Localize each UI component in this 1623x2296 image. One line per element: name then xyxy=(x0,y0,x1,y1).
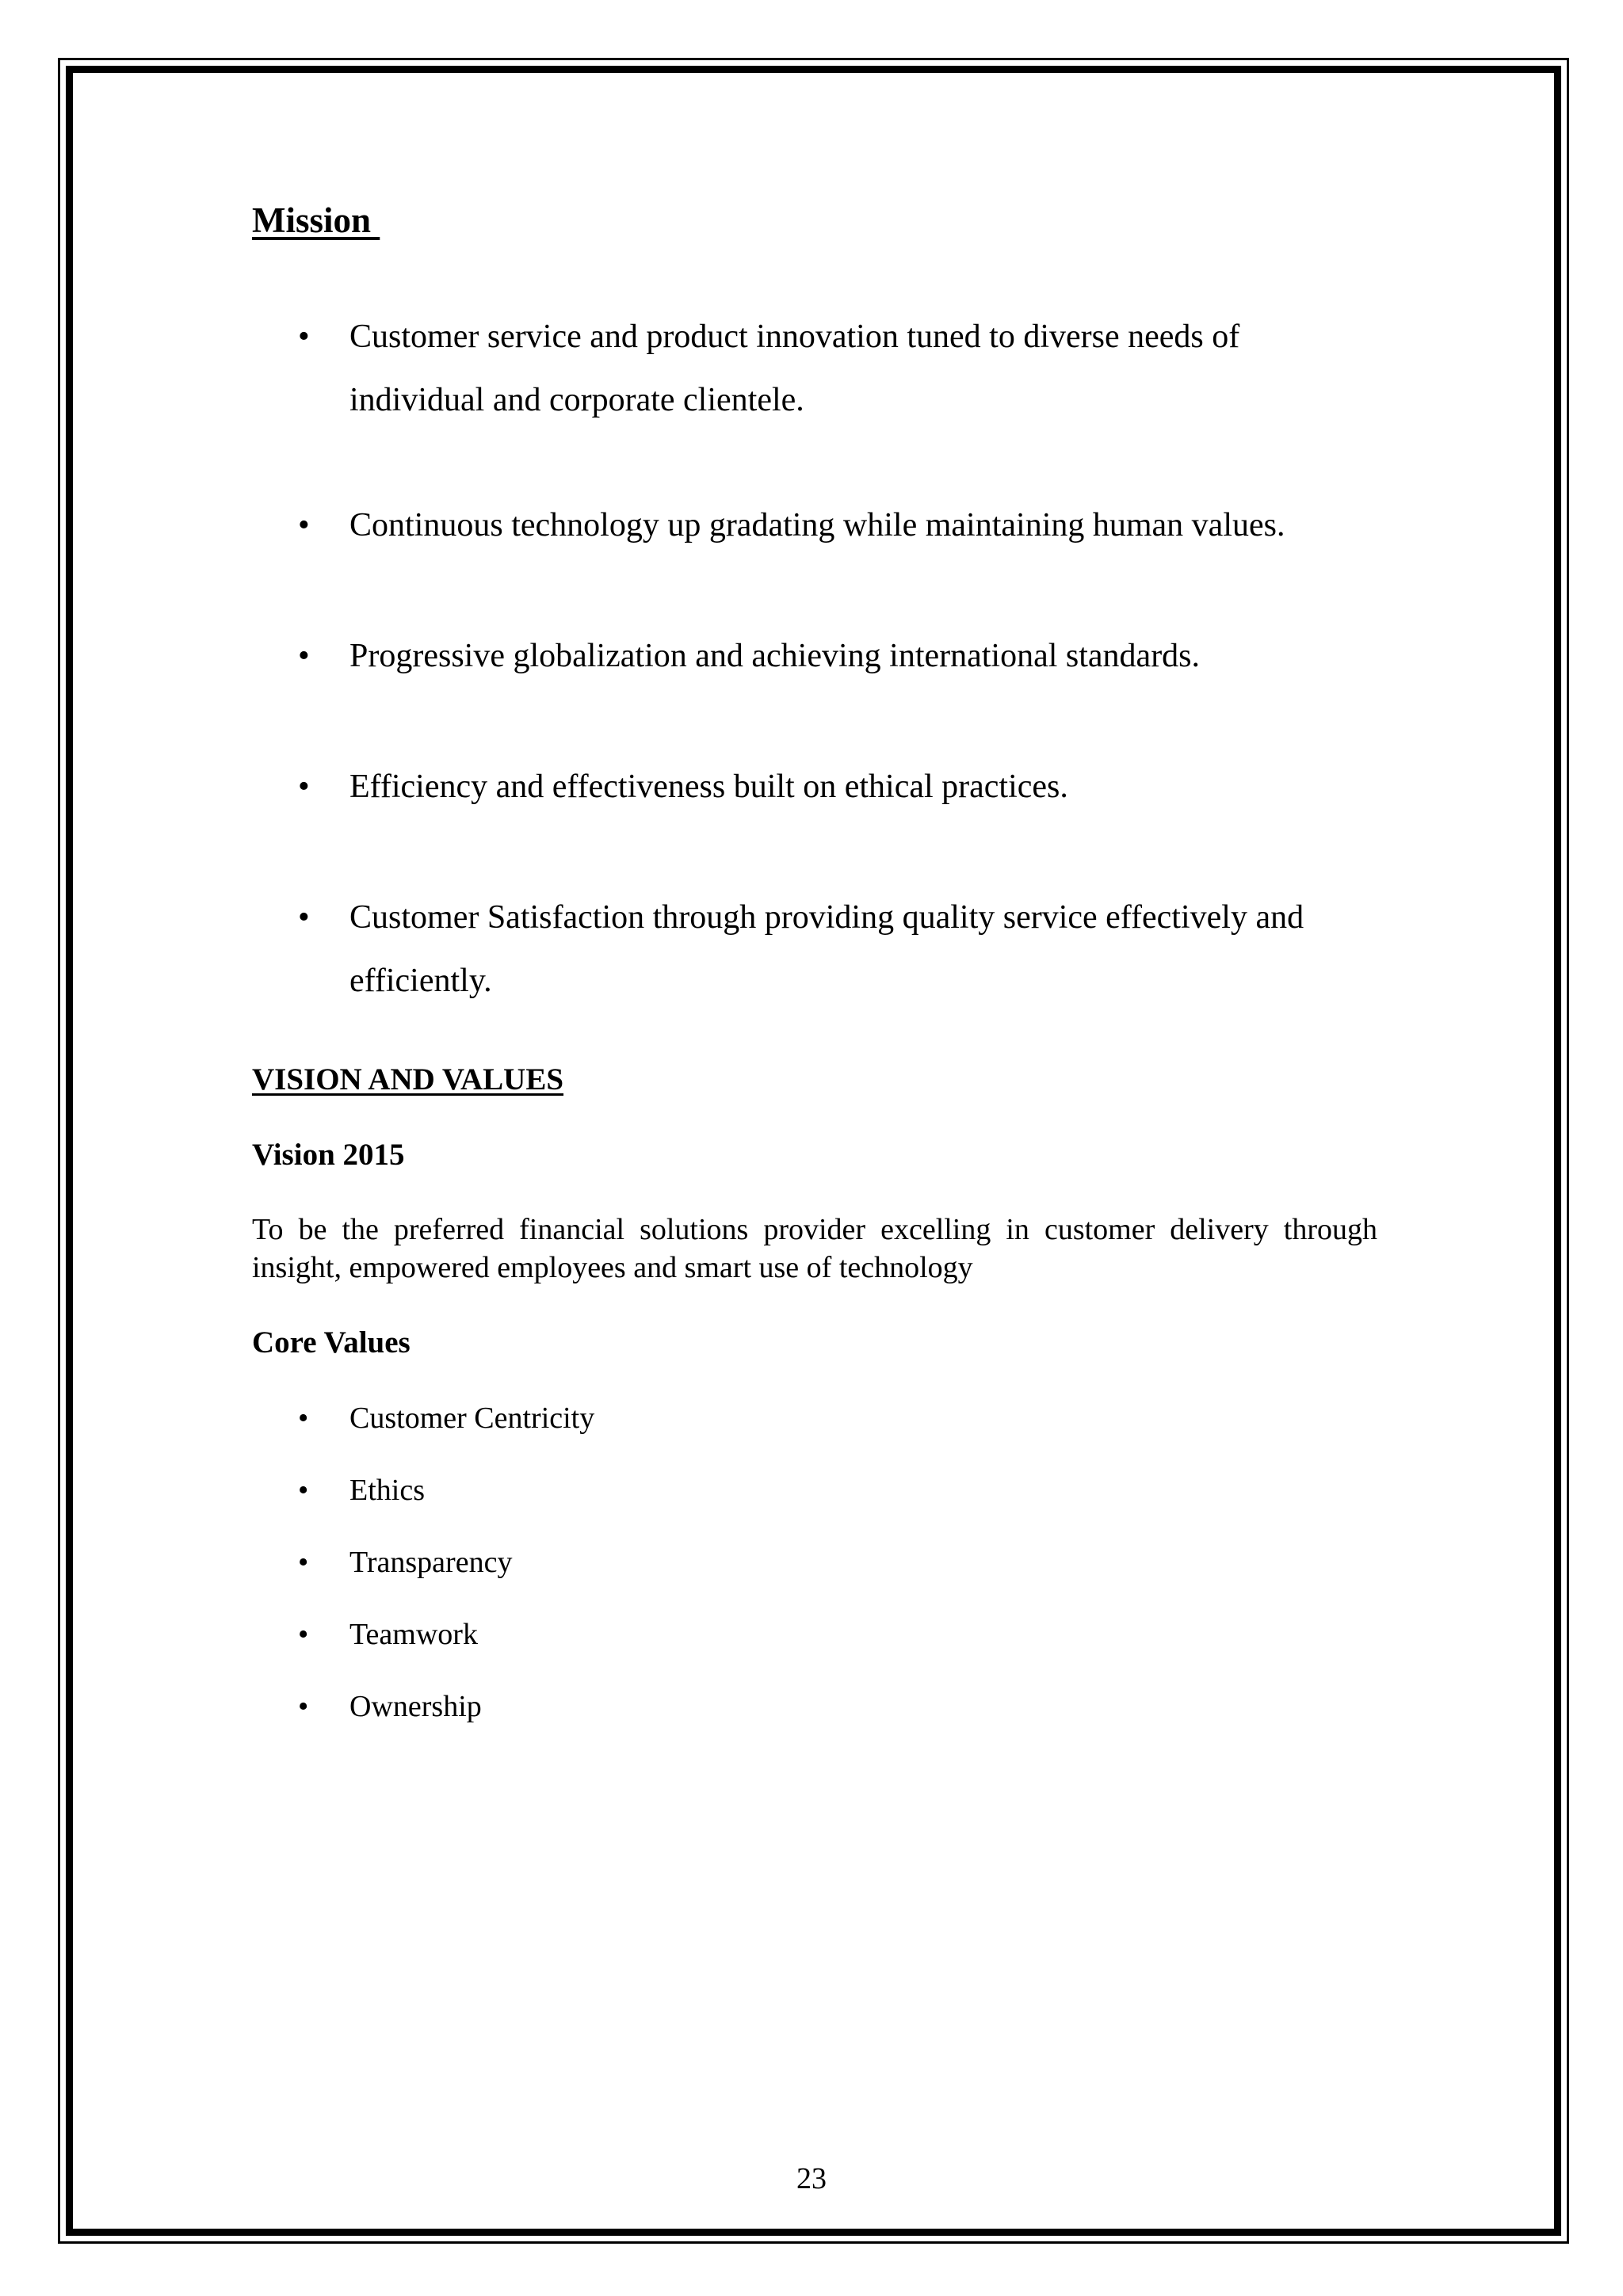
bullet-icon: • xyxy=(298,1618,309,1651)
bullet-icon: • xyxy=(298,1546,309,1579)
bullet-icon: • xyxy=(298,638,310,674)
core-value-text: Teamwork xyxy=(349,1618,478,1651)
vision-values-heading: VISION AND VALUES xyxy=(252,1062,564,1097)
mission-item-text: Customer Satisfaction through providing quality service effectively and efficiently. xyxy=(349,899,1304,999)
core-value-text: Ethics xyxy=(349,1474,425,1507)
bullet-icon: • xyxy=(298,899,310,936)
bullet-icon: • xyxy=(298,1690,309,1723)
core-values-title: Core Values xyxy=(252,1325,411,1360)
mission-item-text: Progressive globalization and achieving international standards. xyxy=(349,638,1201,674)
bullet-icon: • xyxy=(298,1402,309,1435)
mission-item-text: Continuous technology up gradating while maintaining human values. xyxy=(349,507,1285,543)
bullet-icon: • xyxy=(298,1474,309,1507)
vision-title: Vision 2015 xyxy=(252,1138,405,1172)
core-value-text: Ownership xyxy=(349,1690,482,1723)
core-value-text: Transparency xyxy=(349,1546,513,1579)
bullet-icon: • xyxy=(298,507,310,543)
page-number: 23 xyxy=(796,2162,827,2195)
mission-item-text: Customer service and product innovation tuned to diverse needs of individual and corporate clientele. xyxy=(349,318,1240,418)
vision-text: To be the preferred financial solutions provider excelling in customer delivery through insight, empowered employees and smart use of technology xyxy=(252,1213,1377,1284)
core-value-text: Customer Centricity xyxy=(349,1402,595,1435)
mission-heading: Mission xyxy=(252,200,380,240)
bullet-icon: • xyxy=(298,769,310,805)
bullet-icon: • xyxy=(298,318,310,355)
mission-item-text: Efficiency and effectiveness built on ethical practices. xyxy=(349,769,1068,805)
